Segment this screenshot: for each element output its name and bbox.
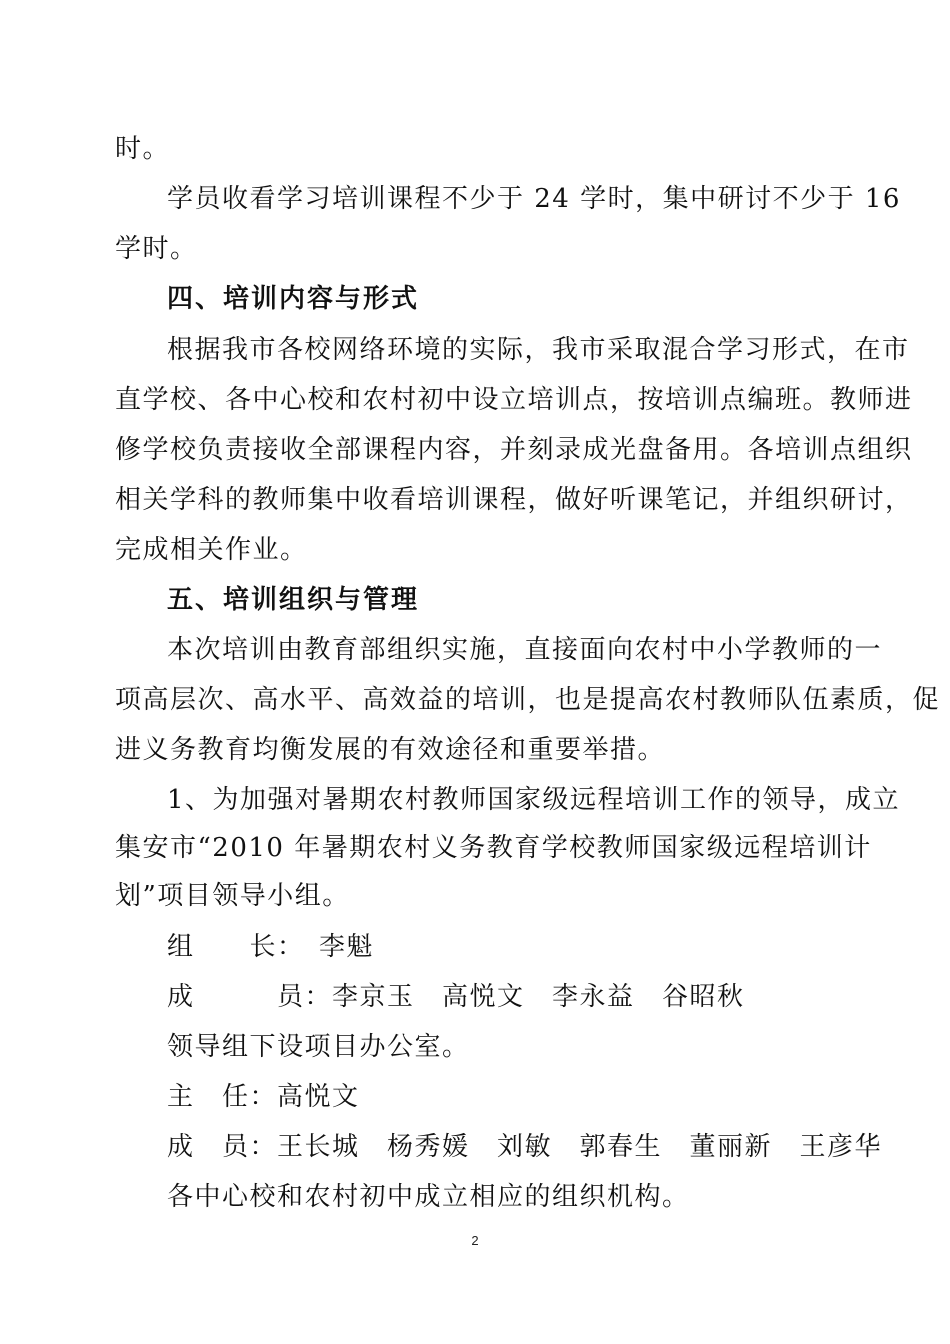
paragraph-line: 项高层次、高水平、高效益的培训，也是提高农村教师队伍素质，促 [115, 685, 941, 715]
section-heading: 五、培训组织与管理 [167, 585, 420, 615]
leader-line: 组 长： 李魁 [167, 932, 375, 962]
paragraph-line: 修学校负责接收全部课程内容，并刻录成光盘备用。各培训点组织 [115, 435, 913, 465]
paragraph-line: 划”项目领导小组。 [115, 881, 350, 911]
paragraph-line: 时。 [115, 134, 171, 164]
section-heading: 四、培训内容与形式 [167, 284, 420, 314]
paragraph-line: 1、为加强对暑期农村教师国家级远程培训工作的领导，成立 [167, 785, 901, 815]
office-members-line: 成 员：王长城 杨秀媛 刘敏 郭春生 董丽新 王彦华 [167, 1132, 883, 1162]
paragraph-line: 相关学科的教师集中收看培训课程，做好听课笔记，并组织研讨， [115, 485, 913, 515]
page-number: 2 [471, 1233, 479, 1248]
paragraph-line: 完成相关作业。 [115, 535, 308, 565]
paragraph-line: 进义务教育均衡发展的有效途径和重要举措。 [115, 735, 666, 765]
office-line: 领导组下设项目办公室。 [167, 1032, 470, 1062]
paragraph-line: 各中心校和农村初中成立相应的组织机构。 [167, 1182, 690, 1212]
director-line: 主 任：高悦文 [167, 1082, 360, 1112]
members-line: 成 员：李京玉 高悦文 李永益 谷昭秋 [167, 982, 745, 1012]
paragraph-line: 学时。 [115, 234, 198, 264]
paragraph-line: 直学校、各中心校和农村初中设立培训点，按培训点编班。教师进 [115, 385, 913, 415]
paragraph-line: 集安市“2010 年暑期农村义务教育学校教师国家级远程培训计 [115, 833, 872, 863]
paragraph-line: 本次培训由教育部组织实施，直接面向农村中小学教师的一 [167, 635, 883, 665]
paragraph-line: 学员收看学习培训课程不少于 24 学时，集中研讨不少于 16 [167, 184, 901, 214]
paragraph-line: 根据我市各校网络环境的实际，我市采取混合学习形式，在市 [167, 335, 910, 365]
